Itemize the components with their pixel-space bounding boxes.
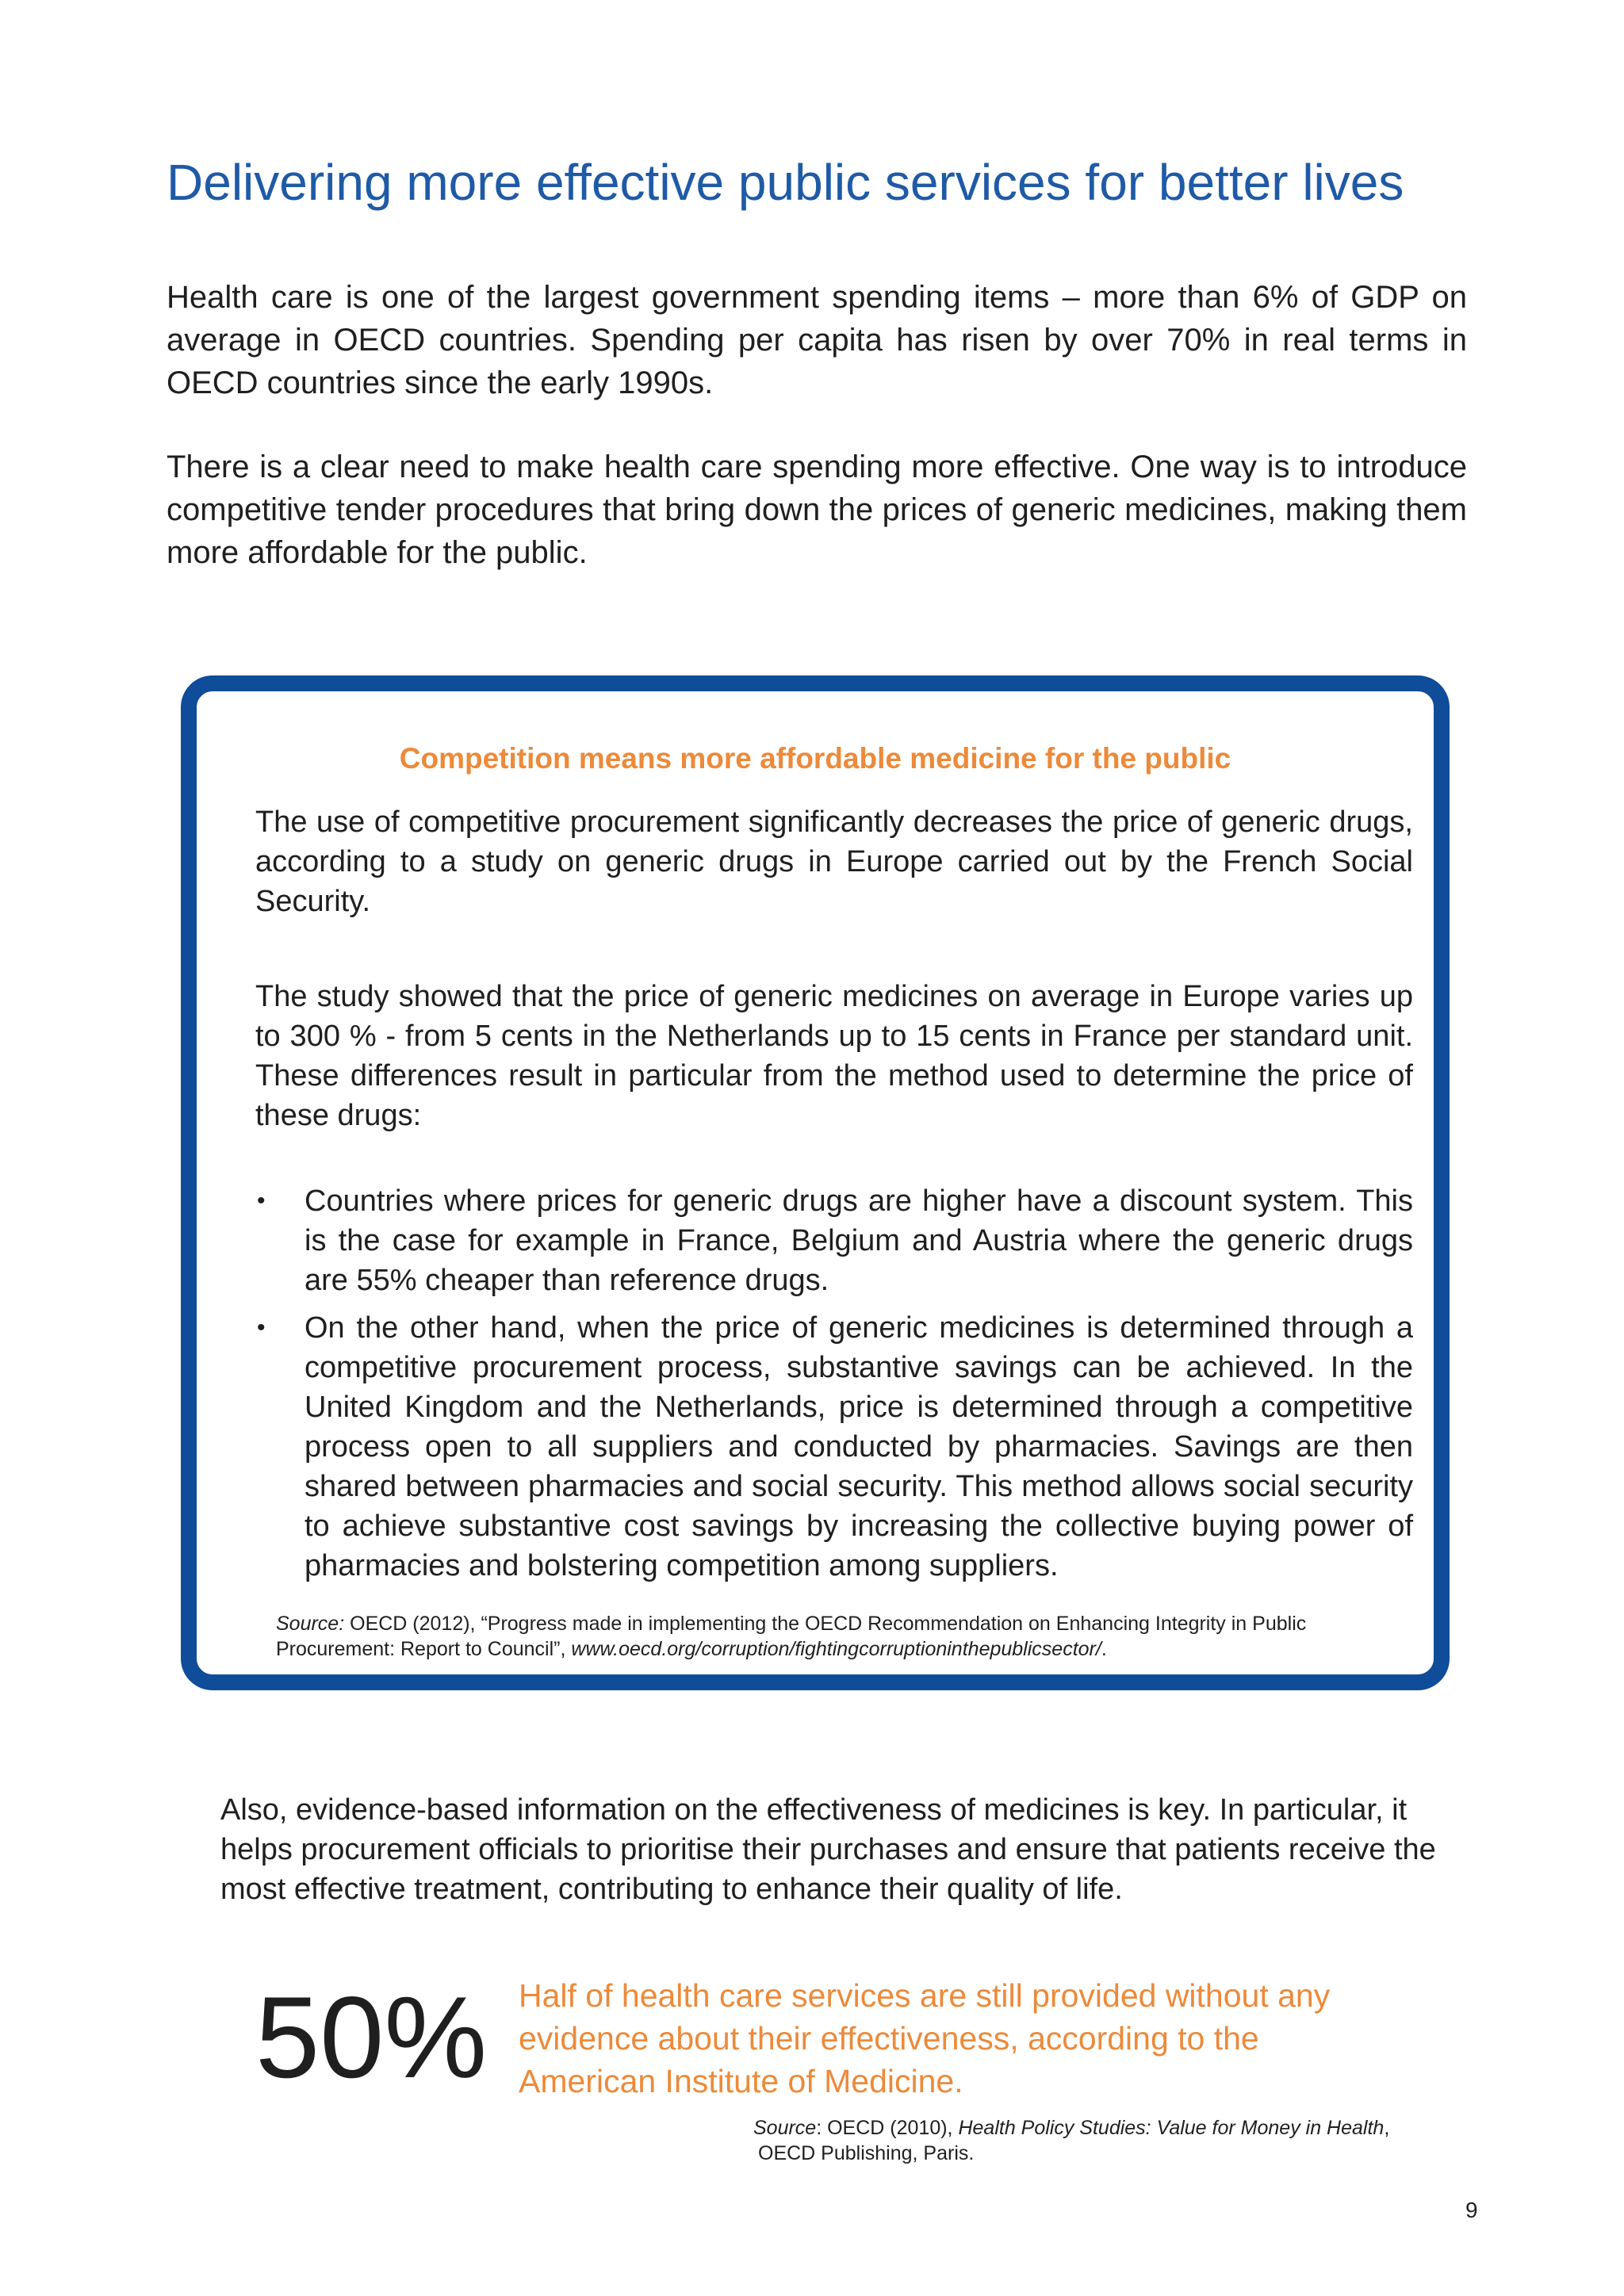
stat-source-title: Health Policy Studies: Value for Money in Health xyxy=(958,2117,1385,2139)
bullet-item xyxy=(255,1181,1413,1300)
bullet-list xyxy=(255,1181,1413,1594)
bullet-item xyxy=(255,1308,1413,1586)
bullet-icon: • xyxy=(257,1314,266,1341)
intro-paragraph-2: There is a clear need to make health care spending more effective. One way is to introduce competitive tender procedures that bring down the prices of generic medicines, making them more affordable for the public. xyxy=(167,450,1467,570)
info-box xyxy=(181,675,1450,1690)
stat-source-comma: , xyxy=(1384,2117,1390,2139)
source-url: www.oecd.org/corruption/fightingcorruptioninthepublicsector/ xyxy=(571,1638,1101,1660)
box-heading: Competition means more affordable medicine for the public xyxy=(399,742,1231,775)
bullet-text: On the other hand, when the price of generic medicines is determined through a competitive procurement process, substantive savings can be achieved. In the United Kingdom and the Netherlands, price is determined through a competitive process open to all suppliers and conducted by pharmacies. Savings are then shared between pharmacies and social security. This method allows social security to achieve substantive cost savings by increasing the collective buying power of pharmacies and bolstering competition among suppliers. xyxy=(304,1311,1413,1582)
box-source-note xyxy=(276,1611,1402,1662)
source-label: Source: xyxy=(276,1613,345,1635)
intro-paragraph-1: Health care is one of the largest government spending items – more than 6% of GDP on average in OECD countries. Spending per capita has risen by over 70% in real terms in OECD countries since the early 1990s. xyxy=(167,280,1467,400)
bullet-icon: • xyxy=(257,1188,266,1214)
stat-source-text: : OECD (2010), xyxy=(816,2117,959,2139)
evidence-paragraph: Also, evidence-based information on the effectiveness of medicines is key. In particular, it helps procurement officials to prioritise their purchases and ensure that patients receive the most effective treatment, contributing to enhance their quality of life. xyxy=(220,1793,1436,1906)
stat-source-label: Source xyxy=(753,2117,817,2139)
bullet-text: Countries where prices for generic drugs are higher have a discount system. This is the case for example in France, Belgium and Austria where the generic drugs are 55% cheaper than reference drugs. xyxy=(304,1184,1413,1297)
stat-source-line2: OECD Publishing, Paris. xyxy=(758,2142,975,2164)
page-title: Delivering more effective public services for better lives xyxy=(167,154,1404,211)
stat-source-note xyxy=(753,2115,1467,2166)
source-end: . xyxy=(1101,1638,1107,1660)
stat-value: 50% xyxy=(255,1973,488,2102)
source-text: OECD (2012), “Progress made in implementing the OECD Recommendation on Enhancing Integrity in Public Procurement: Report to Council”, xyxy=(276,1613,1307,1660)
stat-text: Half of health care services are still provided without any evidence about their effectiveness, according to the American Institute of Medicine. xyxy=(519,1977,1331,2099)
box-paragraph-2: The study showed that the price of generic medicines on average in Europe varies up to 300 % - from 5 cents in the Netherlands up to 15 cents in France per standard unit. These differences result in particular from the method used to determine the price of these drugs: xyxy=(255,980,1413,1132)
box-paragraph-1: The use of competitive procurement significantly decreases the price of generic drugs, according to a study on generic drugs in Europe carried out by the French Social Security. xyxy=(255,806,1413,918)
page-number: 9 xyxy=(1465,2198,1478,2222)
